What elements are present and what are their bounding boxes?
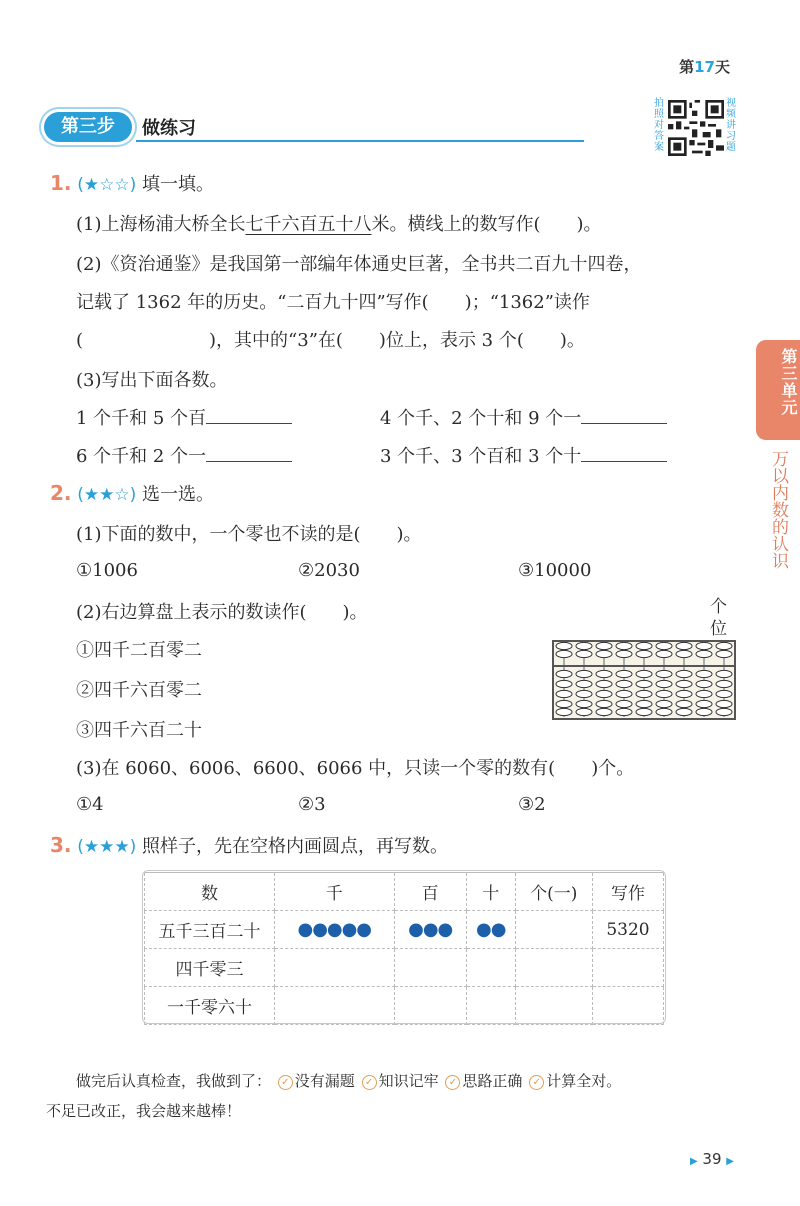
abacus-bead <box>696 670 712 677</box>
q1-prompt: 填一填。 <box>141 174 214 195</box>
q1-item-1-blank[interactable] <box>206 406 292 424</box>
abacus-bead <box>616 642 632 649</box>
self-check-line-1 <box>76 1070 621 1091</box>
unit-label: 第三单元 <box>756 340 800 440</box>
abacus-bead <box>636 670 652 677</box>
abacus-bead <box>616 670 632 677</box>
table-header: 个(一) <box>515 873 592 911</box>
q1-item-2-blank[interactable] <box>581 406 667 424</box>
q1-part1-text-b[interactable]: 米。横线上的数写作( )。 <box>371 214 602 235</box>
abacus-bead <box>676 670 692 677</box>
abacus-bead <box>696 642 712 649</box>
ones-cell[interactable] <box>515 987 592 1025</box>
check-item-label: 知识记牢 <box>378 1072 439 1090</box>
table-header: 百 <box>394 873 466 911</box>
check-item-label: 没有漏题 <box>294 1072 355 1090</box>
q1-item-1-text: 1 个千和 5 个百 <box>76 408 207 429</box>
abacus-bead <box>636 700 652 707</box>
step-label: 第三步 <box>44 112 132 142</box>
abacus-bead <box>616 680 632 687</box>
thousands-dots: ●●●●● <box>275 911 395 949</box>
abacus-bead <box>576 708 592 715</box>
table-row <box>145 949 664 987</box>
q2-part2-option-3[interactable]: ③四千六百二十 <box>76 720 202 741</box>
q1-heading <box>50 170 214 196</box>
q2-stars: (★★☆) <box>77 485 137 505</box>
abacus-bead <box>596 670 612 677</box>
abacus-bead <box>596 700 612 707</box>
hundreds-cell[interactable] <box>394 987 466 1025</box>
q2-number: 2. <box>50 481 72 505</box>
step-header <box>44 112 584 142</box>
q1-item-4-text: 3 个千、3 个百和 3 个十 <box>380 446 582 467</box>
hundreds-dots: ●●● <box>394 911 466 949</box>
abacus-bead <box>616 700 632 707</box>
abacus-bead <box>716 690 732 697</box>
abacus-image <box>552 640 736 720</box>
q1-item-3-blank[interactable] <box>206 444 292 462</box>
abacus-bead <box>596 708 612 715</box>
abacus-bead <box>636 690 652 697</box>
q1-part1-underlined: 七千六百五十八 <box>245 214 372 235</box>
abacus-bead <box>556 680 572 687</box>
abacus-bead <box>616 650 632 657</box>
step-title: 做练习 <box>142 118 196 139</box>
abacus-bead <box>636 708 652 715</box>
qr-code-icon[interactable] <box>668 100 724 156</box>
q1-part2-line2[interactable]: 记载了 1362 年的历史。“二百九十四”写作( )；“1362”读作 <box>76 292 590 313</box>
q1-item-2 <box>380 404 667 430</box>
abacus-bead <box>696 708 712 715</box>
day-suffix: 天 <box>714 58 730 76</box>
thousands-cell[interactable] <box>275 987 395 1025</box>
abacus-bead <box>636 650 652 657</box>
step-underline <box>136 140 584 142</box>
abacus-bead <box>556 690 572 697</box>
arrow-right-icon: ▶ <box>726 1156 734 1167</box>
q2-part3-option-3[interactable]: ③2 <box>518 794 546 815</box>
abacus-bead <box>676 680 692 687</box>
table-header: 数 <box>145 873 275 911</box>
abacus-bead <box>656 680 672 687</box>
q1-part1-text-a: (1)上海杨浦大桥全长 <box>76 214 246 235</box>
q1-part1 <box>76 210 602 236</box>
abacus-bead <box>676 650 692 657</box>
q2-part2-option-2[interactable]: ②四千六百零二 <box>76 680 202 701</box>
q1-item-3-text: 6 个千和 2 个一 <box>76 446 207 467</box>
page-number <box>690 1150 734 1168</box>
q2-heading <box>50 480 214 506</box>
table-header: 写作 <box>592 873 663 911</box>
q2-prompt: 选一选。 <box>141 484 214 505</box>
written-cell[interactable] <box>592 987 663 1025</box>
q1-item-1 <box>76 404 292 430</box>
tens-cell[interactable] <box>466 949 515 987</box>
hundreds-cell[interactable] <box>394 949 466 987</box>
abacus-bead <box>596 690 612 697</box>
check-circle-icon[interactable]: ✓ <box>278 1075 293 1090</box>
abacus-bead <box>636 642 652 649</box>
abacus-bead <box>716 650 732 657</box>
abacus-bead <box>576 700 592 707</box>
check-circle-icon[interactable]: ✓ <box>362 1075 377 1090</box>
table-row <box>145 911 664 949</box>
tens-cell[interactable] <box>466 987 515 1025</box>
written-cell[interactable] <box>592 949 663 987</box>
table-header-row <box>145 873 664 911</box>
q1-part3: (3)写出下面各数。 <box>76 370 228 391</box>
abacus-bead <box>656 642 672 649</box>
q2-part1[interactable]: (1)下面的数中，一个零也不读的是( )。 <box>76 524 422 545</box>
abacus-bead <box>676 690 692 697</box>
abacus-bead <box>556 708 572 715</box>
qr-left-caption: 拍照对答案 <box>654 98 664 153</box>
abacus-bead <box>676 700 692 707</box>
abacus-bead <box>576 650 592 657</box>
abacus-bead <box>556 650 572 657</box>
ones-dots <box>515 911 592 949</box>
abacus-bead <box>616 708 632 715</box>
abacus-bead <box>716 700 732 707</box>
q1-part2-line1: (2)《资治通鉴》是我国第一部编年体通史巨著，全书共二百九十四卷， <box>76 254 642 275</box>
day-prefix: 第 <box>679 58 695 76</box>
abacus-bead <box>596 680 612 687</box>
unit-title: 万以内数的认识 <box>768 450 788 569</box>
written-number: 5320 <box>592 911 663 949</box>
q2-part1-option-3[interactable]: ③10000 <box>518 560 592 581</box>
abacus-bead <box>556 700 572 707</box>
q2-part3-option-2[interactable]: ②3 <box>298 794 326 815</box>
abacus-bead <box>696 690 712 697</box>
qr-right-caption: 视频讲习题 <box>726 98 736 153</box>
self-check-line-2: 不足已改正，我会越来越棒！ <box>46 1102 242 1120</box>
table-header: 十 <box>466 873 515 911</box>
abacus-bead <box>696 700 712 707</box>
abacus-bead <box>716 708 732 715</box>
q1-stars: (★☆☆) <box>77 175 137 195</box>
abacus-bead <box>676 708 692 715</box>
abacus-bead <box>696 680 712 687</box>
arrow-right-icon: ▶ <box>689 1156 698 1167</box>
q1-item-3 <box>76 442 292 468</box>
abacus-bead <box>716 642 732 649</box>
abacus-bead <box>556 642 572 649</box>
ones-cell[interactable] <box>515 949 592 987</box>
row-label: 一千零六十 <box>145 987 275 1025</box>
q2-part2[interactable]: (2)右边算盘上表示的数读作( )。 <box>76 602 368 623</box>
q2-part1-option-1[interactable]: ①1006 <box>76 560 138 581</box>
check-circle-icon[interactable]: ✓ <box>529 1075 544 1090</box>
day-number: 17 <box>694 58 715 76</box>
abacus-bead <box>656 690 672 697</box>
unit-side-tab <box>756 340 800 580</box>
abacus-bead <box>696 650 712 657</box>
q1-number: 1. <box>50 171 72 195</box>
check-item-label: 思路正确 <box>462 1072 523 1090</box>
abacus-bead <box>556 670 572 677</box>
abacus-bead <box>656 708 672 715</box>
table-row <box>145 987 664 1025</box>
table-header: 千 <box>275 873 395 911</box>
q1-part2-line3[interactable]: ( )，其中的“3”在( )位上，表示 3 个( )。 <box>76 330 585 351</box>
self-check-intro: 做完后认真检查，我做到了： <box>76 1072 272 1090</box>
thousands-cell[interactable] <box>275 949 395 987</box>
abacus-bead <box>576 642 592 649</box>
check-item-label: 计算全对。 <box>546 1072 622 1090</box>
q2-part1-option-2[interactable]: ②2030 <box>298 560 360 581</box>
q3-stars: (★★★) <box>77 837 137 857</box>
abacus-bead <box>576 680 592 687</box>
q2-part2-option-1[interactable]: ①四千二百零二 <box>76 640 202 661</box>
abacus-bead <box>616 690 632 697</box>
abacus-bead <box>596 642 612 649</box>
q3-heading <box>50 832 448 858</box>
tens-dots: ●● <box>466 911 515 949</box>
row-label: 五千三百二十 <box>145 911 275 949</box>
q3-prompt: 照样子，先在空格内画圆点，再写数。 <box>141 836 448 857</box>
abacus-bead <box>656 700 672 707</box>
q2-part3[interactable]: (3)在 6060、6006、6600、6066 中，只读一个零的数有( )个。 <box>76 758 635 779</box>
abacus-bead <box>636 680 652 687</box>
check-circle-icon[interactable]: ✓ <box>445 1075 460 1090</box>
qr-code-area[interactable] <box>654 98 738 160</box>
abacus-bead <box>596 650 612 657</box>
page-number-text: 39 <box>702 1150 722 1168</box>
abacus-ones-label: 个位 <box>710 597 727 639</box>
abacus-bead <box>656 650 672 657</box>
q3-number: 3. <box>50 833 72 857</box>
abacus-bead <box>576 670 592 677</box>
q1-item-4 <box>380 442 667 468</box>
place-value-table <box>144 872 664 1025</box>
q1-item-2-text: 4 个千、2 个十和 9 个一 <box>380 408 582 429</box>
abacus-bead <box>656 670 672 677</box>
abacus-bead <box>676 642 692 649</box>
row-label: 四千零三 <box>145 949 275 987</box>
abacus-bead <box>576 690 592 697</box>
abacus-bead <box>716 670 732 677</box>
day-tag <box>679 56 730 77</box>
q1-item-4-blank[interactable] <box>581 444 667 462</box>
q2-part3-option-1[interactable]: ①4 <box>76 794 104 815</box>
abacus-bead <box>716 680 732 687</box>
